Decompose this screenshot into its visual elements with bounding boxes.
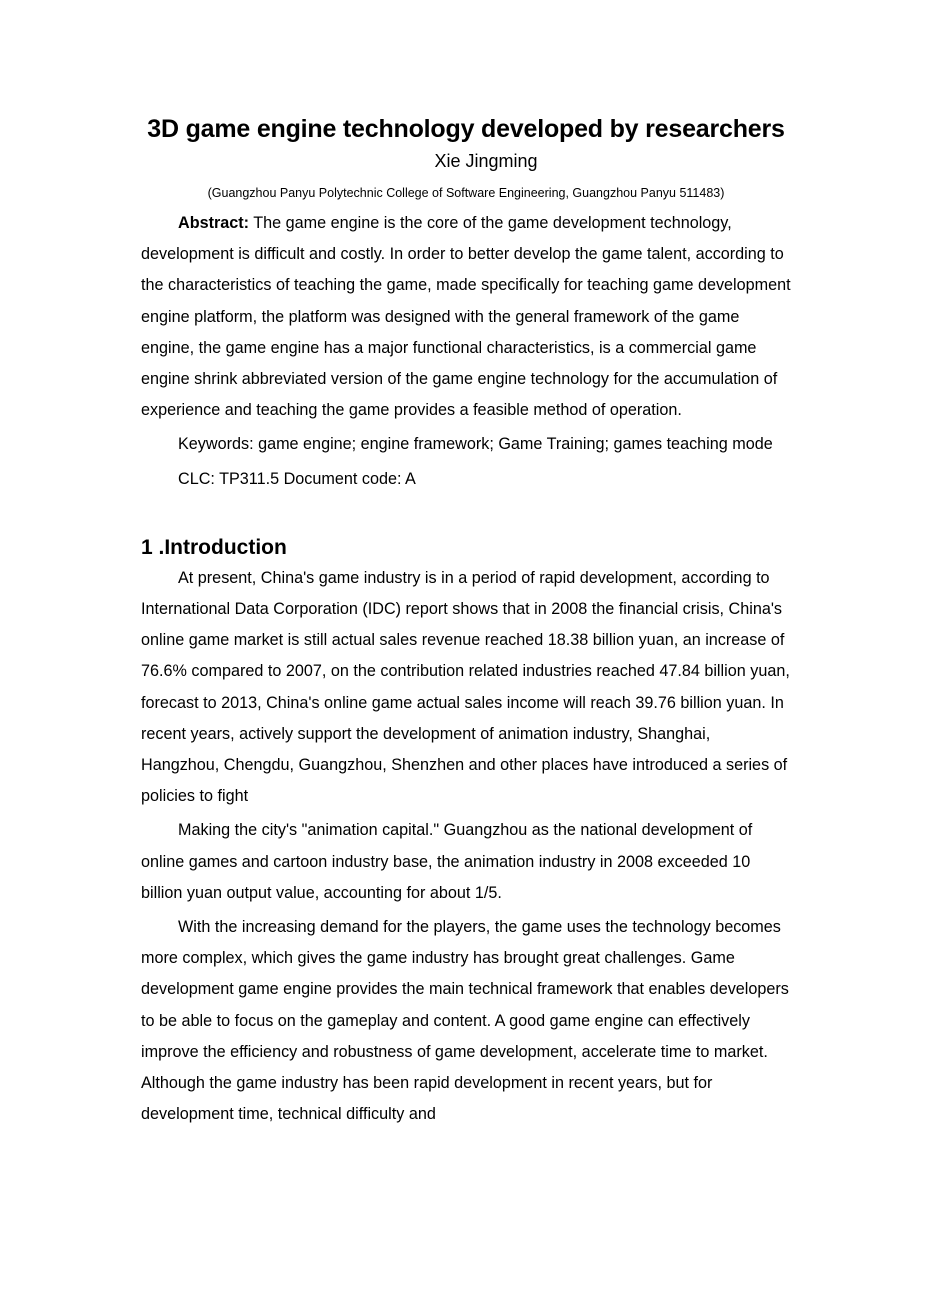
paper-title: 3D game engine technology developed by researchers bbox=[147, 115, 785, 143]
keywords: Keywords: game engine; engine framework; Game Training; games teaching mode bbox=[178, 435, 773, 454]
abstract-label: Abstract: bbox=[178, 214, 250, 232]
paper-page bbox=[141, 110, 791, 1133]
intro-paragraph-1: At present, China's game industry is in a period of rapid development, according to International Data Corporation (IDC) report shows that in 2008 the financial crisis, China's online game market is still actual sales revenue reached 18.38 billion yuan, an increase of 76.6% compared to 2007, on the contribution related industries reached 47.84 billion yuan, forecast to 2013, China's online game actual sales income will reach 39.76 billion yuan. In recent years, actively support the development of animation industry, Shanghai, Hangzhou, Chengdu, Guangzhou, Shenzhen and other places have introduced a series of policies to fight bbox=[141, 568, 790, 806]
author-name: Xie Jingming bbox=[434, 151, 538, 171]
intro-paragraph-3: With the increasing demand for the players, the game uses the technology becomes more complex, which gives the game industry has brought great challenges. Game development game engine provides the main technical framework that enables developers to be able to focus on the gameplay and content. A good game engine can effectively improve the efficiency and robustness of game development, accelerate time to market. Although the game industry has been rapid development in recent years, but for development time, technical difficulty and bbox=[141, 918, 789, 1124]
clc-line: CLC: TP311.5 Document code: A bbox=[178, 469, 416, 488]
author-affiliation: (Guangzhou Panyu Polytechnic College of Software Engineering, Guangzhou Panyu 511483) bbox=[207, 186, 725, 200]
intro-paragraph-2: Making the city's "animation capital." Guangzhou as the national development of online games and cartoon industry base, the animation industry in 2008 exceeded 10 billion yuan output value, accounting for about 1/5. bbox=[141, 821, 753, 902]
abstract-paragraph bbox=[141, 208, 791, 426]
abstract-text: The game engine is the core of the game development technology, development is difficult and costly. In order to better develop the game talent, according to the characteristics of teaching the game, made specifically for teaching game development engine platform, the platform was designed with the general framework of the game engine, the game engine has a major functional characteristics, is a commercial game engine shrink abbreviated version of the game engine technology for the accumulation of experience and teaching the game provides a feasible method of operation. bbox=[141, 214, 791, 420]
section-heading-introduction: 1 .Introduction bbox=[141, 535, 287, 559]
